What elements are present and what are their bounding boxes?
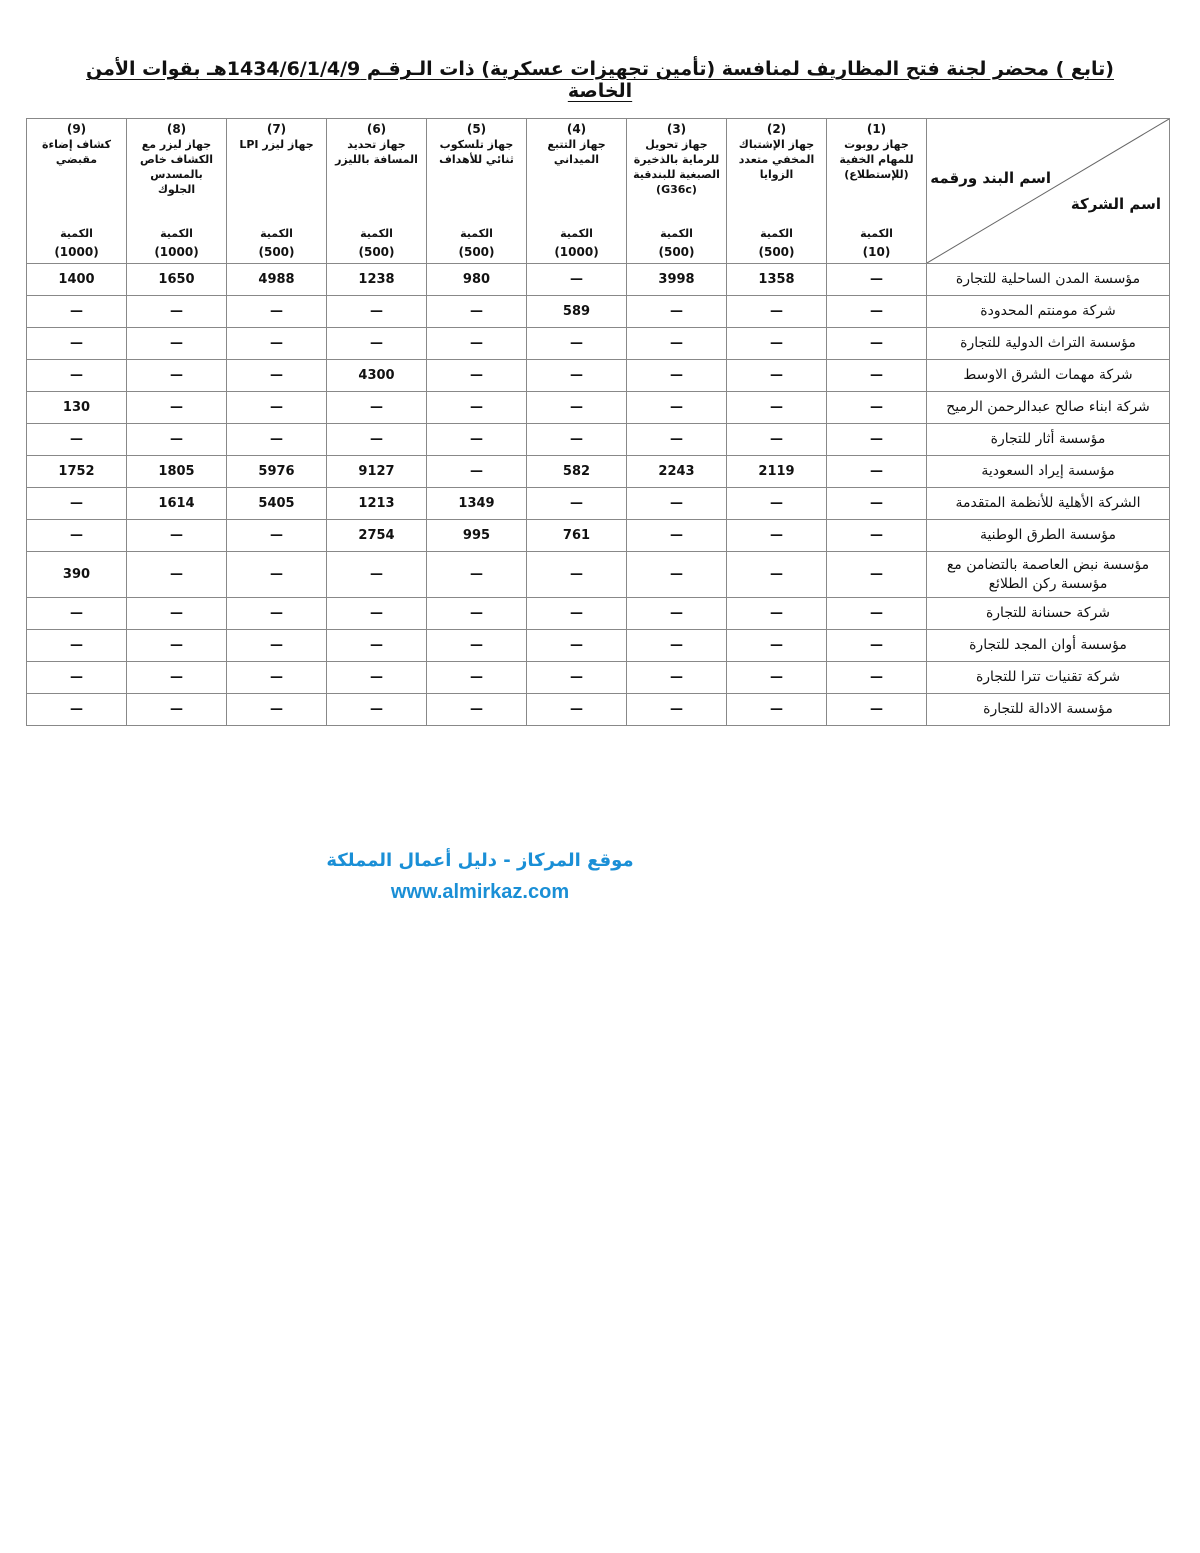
price-cell: — [727, 520, 827, 552]
item-header-8 [127, 119, 227, 264]
price-cell: — [827, 488, 927, 520]
price-cell: — [127, 662, 227, 694]
item-column-label: اسم البند ورقمه [930, 169, 1051, 187]
item-name: جهاز ليزر LPI [239, 138, 314, 151]
company-name-cell: مؤسسة المدن الساحلية للتجارة [927, 264, 1170, 296]
page-title [60, 58, 1140, 102]
table-row [27, 392, 1170, 424]
quantity-value: (1000) [154, 245, 199, 259]
table-row [27, 456, 1170, 488]
price-cell: — [827, 552, 927, 598]
price-cell: — [827, 296, 927, 328]
price-cell: — [527, 392, 627, 424]
price-cell: — [27, 296, 127, 328]
price-cell: — [827, 424, 927, 456]
item-name: جهاز تحديد المسافة بالليزر [335, 138, 418, 166]
price-cell: 1650 [127, 264, 227, 296]
price-cell: 1213 [327, 488, 427, 520]
table-header-row [27, 119, 1170, 264]
price-cell: — [227, 630, 327, 662]
price-cell: — [827, 456, 927, 488]
price-cell: 1614 [127, 488, 227, 520]
table-row [27, 488, 1170, 520]
price-cell: — [427, 694, 527, 726]
price-cell: — [527, 662, 627, 694]
item-number: (8) [166, 122, 187, 136]
price-cell: — [827, 264, 927, 296]
price-cell: — [27, 598, 127, 630]
price-cell: 761 [527, 520, 627, 552]
price-cell: — [727, 630, 827, 662]
item-name: جهاز الإشتباك المخفي متعدد الزوايا [738, 138, 815, 181]
company-name-cell: مؤسسة التراث الدولية للتجارة [927, 328, 1170, 360]
company-name-cell: مؤسسة نبض العاصمة بالتضامن مع مؤسسة ركن الطلائع [927, 552, 1170, 598]
price-cell: — [727, 296, 827, 328]
price-cell: 995 [427, 520, 527, 552]
item-number: (2) [766, 122, 787, 136]
item-header-5 [427, 119, 527, 264]
price-cell: 980 [427, 264, 527, 296]
price-cell: — [127, 392, 227, 424]
item-header-3 [627, 119, 727, 264]
price-cell: — [627, 360, 727, 392]
bids-table [26, 118, 1170, 726]
price-cell: — [427, 630, 527, 662]
quantity-value: (500) [658, 245, 695, 259]
company-name-cell: مؤسسة إيراد السعودية [927, 456, 1170, 488]
price-cell: — [727, 392, 827, 424]
quantity-label: الكمية [360, 227, 393, 240]
price-cell: 9127 [327, 456, 427, 488]
quantity-label: الكمية [860, 227, 893, 240]
price-cell: — [227, 296, 327, 328]
quantity-label: الكمية [160, 227, 193, 240]
item-header-4 [527, 119, 627, 264]
price-cell: — [227, 520, 327, 552]
price-cell: — [127, 520, 227, 552]
price-cell: — [27, 520, 127, 552]
price-cell: — [327, 424, 427, 456]
price-cell: 390 [27, 552, 127, 598]
price-cell: — [127, 694, 227, 726]
price-cell: 4988 [227, 264, 327, 296]
quantity-value: (500) [458, 245, 495, 259]
price-cell: — [127, 552, 227, 598]
item-name: جهاز تلسكوب ثنائي للأهداف [439, 138, 514, 166]
price-cell: — [427, 360, 527, 392]
price-cell: — [827, 598, 927, 630]
price-cell: — [427, 424, 527, 456]
price-cell: — [227, 392, 327, 424]
price-cell: — [527, 328, 627, 360]
quantity-label: الكمية [560, 227, 593, 240]
price-cell: 1238 [327, 264, 427, 296]
price-cell: — [827, 662, 927, 694]
item-number: (3) [666, 122, 687, 136]
table-row [27, 264, 1170, 296]
company-name-cell: مؤسسة الطرق الوطنية [927, 520, 1170, 552]
price-cell: — [527, 424, 627, 456]
price-cell: 1358 [727, 264, 827, 296]
item-header-1 [827, 119, 927, 264]
price-cell: — [827, 392, 927, 424]
price-cell: 582 [527, 456, 627, 488]
price-cell: — [127, 328, 227, 360]
price-cell: — [727, 360, 827, 392]
item-name: جهاز التتبع الميداني [547, 138, 606, 166]
item-header-2 [727, 119, 827, 264]
price-cell: — [827, 360, 927, 392]
price-cell: — [627, 392, 727, 424]
price-cell: — [727, 694, 827, 726]
company-name-cell: شركة ابناء صالح عبدالرحمن الرميح [927, 392, 1170, 424]
price-cell: — [527, 552, 627, 598]
price-cell: — [27, 328, 127, 360]
price-cell: — [127, 360, 227, 392]
price-cell: — [527, 694, 627, 726]
price-cell: — [527, 360, 627, 392]
price-cell: 2754 [327, 520, 427, 552]
price-cell: — [627, 662, 727, 694]
corner-header-cell [927, 119, 1170, 264]
table-row [27, 296, 1170, 328]
price-cell: — [27, 630, 127, 662]
price-cell: 5976 [227, 456, 327, 488]
price-cell: — [527, 598, 627, 630]
company-name-cell: شركة تقنيات تترا للتجارة [927, 662, 1170, 694]
quantity-value: (500) [258, 245, 295, 259]
price-cell: 5405 [227, 488, 327, 520]
quantity-value: (500) [758, 245, 795, 259]
price-cell: — [627, 488, 727, 520]
price-cell: 1752 [27, 456, 127, 488]
price-cell: — [427, 552, 527, 598]
corner-diagonal-line [927, 119, 1169, 263]
price-cell: — [527, 264, 627, 296]
price-cell: 1400 [27, 264, 127, 296]
item-number: (4) [566, 122, 587, 136]
price-cell: — [627, 598, 727, 630]
item-number: (1) [866, 122, 887, 136]
price-cell: — [27, 662, 127, 694]
price-cell: — [127, 630, 227, 662]
price-cell: — [527, 630, 627, 662]
footer-url-link[interactable]: www.almirkaz.com [390, 881, 570, 903]
price-cell: 589 [527, 296, 627, 328]
price-cell: — [627, 424, 727, 456]
price-cell: — [127, 424, 227, 456]
item-number: (9) [66, 122, 87, 136]
price-cell: — [827, 630, 927, 662]
item-header-7 [227, 119, 327, 264]
company-name-cell: شركة مهمات الشرق الاوسط [927, 360, 1170, 392]
page-title-text: (تابع ) محضر لجنة فتح المظاريف لمنافسة (تأمين تجهيزات عسكرية) ذات الـرقـم 1434/6/1/4/9هـ بقوات الأمن الخاصة [86, 58, 1114, 102]
price-cell: — [27, 360, 127, 392]
table-row [27, 552, 1170, 598]
table-row [27, 520, 1170, 552]
item-number: (7) [266, 122, 287, 136]
price-cell: — [727, 488, 827, 520]
table-row [27, 360, 1170, 392]
price-cell: — [727, 662, 827, 694]
table-body [27, 264, 1170, 726]
quantity-label: الكمية [60, 227, 93, 240]
quantity-label: الكمية [660, 227, 693, 240]
table-row [27, 662, 1170, 694]
table-row [27, 598, 1170, 630]
price-cell: — [627, 328, 727, 360]
price-cell: — [327, 328, 427, 360]
price-cell: — [327, 630, 427, 662]
price-cell: — [427, 598, 527, 630]
price-cell: — [127, 296, 227, 328]
company-name-cell: مؤسسة أوان المجد للتجارة [927, 630, 1170, 662]
quantity-label: الكمية [260, 227, 293, 240]
company-name-cell: شركة مومنتم المحدودة [927, 296, 1170, 328]
item-name: جهاز ليزر مع الكشاف خاص بالمسدس الجلوك [139, 138, 214, 196]
price-cell: — [627, 520, 727, 552]
price-cell: 1805 [127, 456, 227, 488]
price-cell: 4300 [327, 360, 427, 392]
price-cell: — [227, 694, 327, 726]
price-cell: — [627, 296, 727, 328]
price-cell: — [727, 552, 827, 598]
table-row [27, 328, 1170, 360]
price-cell: 2119 [727, 456, 827, 488]
quantity-value: (500) [358, 245, 395, 259]
quantity-value: (1000) [54, 245, 99, 259]
price-cell: — [227, 424, 327, 456]
price-cell: — [827, 694, 927, 726]
item-header-9 [27, 119, 127, 264]
price-cell: — [327, 296, 427, 328]
price-cell: — [427, 296, 527, 328]
price-cell: — [427, 456, 527, 488]
price-cell: — [427, 392, 527, 424]
quantity-value: (10) [862, 245, 891, 259]
item-number: (6) [366, 122, 387, 136]
footer-site-name: موقع المركاز - دليل أعمال المملكة [326, 850, 634, 871]
price-cell: — [327, 598, 427, 630]
item-number: (5) [466, 122, 487, 136]
price-cell: — [427, 662, 527, 694]
quantity-label: الكمية [760, 227, 793, 240]
price-cell: — [27, 488, 127, 520]
price-cell: — [727, 328, 827, 360]
company-name-cell: شركة حسنانة للتجارة [927, 598, 1170, 630]
price-cell: — [227, 598, 327, 630]
quantity-value: (1000) [554, 245, 599, 259]
price-cell: — [27, 424, 127, 456]
table-row [27, 630, 1170, 662]
price-cell: — [327, 392, 427, 424]
company-column-label: اسم الشركة [1070, 195, 1161, 213]
price-cell: — [327, 694, 427, 726]
price-cell: — [627, 552, 727, 598]
price-cell: — [727, 598, 827, 630]
price-cell: 2243 [627, 456, 727, 488]
price-cell: — [227, 328, 327, 360]
price-cell: — [327, 662, 427, 694]
company-name-cell: مؤسسة أثار للتجارة [927, 424, 1170, 456]
price-cell: — [427, 328, 527, 360]
item-name: جهاز روبوت للمهام الخفية (للإستطلاع) [839, 138, 914, 181]
item-name: كشاف إضاءة مقبضي [42, 138, 111, 166]
price-cell: — [627, 694, 727, 726]
price-cell: 3998 [627, 264, 727, 296]
price-cell: — [627, 630, 727, 662]
table-row [27, 424, 1170, 456]
price-cell: — [127, 598, 227, 630]
price-cell: — [527, 488, 627, 520]
quantity-label: الكمية [460, 227, 493, 240]
price-cell: 1349 [427, 488, 527, 520]
price-cell: — [827, 520, 927, 552]
item-name: جهاز تحويل للرماية بالذخيرة الصبغية للبندقية (G36c) [633, 138, 720, 196]
company-name-cell: مؤسسة الادالة للتجارة [927, 694, 1170, 726]
price-cell: 130 [27, 392, 127, 424]
price-cell: — [827, 328, 927, 360]
price-cell: — [227, 662, 327, 694]
price-cell: — [227, 552, 327, 598]
price-cell: — [27, 694, 127, 726]
price-cell: — [227, 360, 327, 392]
table-row [27, 694, 1170, 726]
company-name-cell: الشركة الأهلية للأنظمة المتقدمة [927, 488, 1170, 520]
price-cell: — [327, 552, 427, 598]
item-header-6 [327, 119, 427, 264]
price-cell: — [727, 424, 827, 456]
